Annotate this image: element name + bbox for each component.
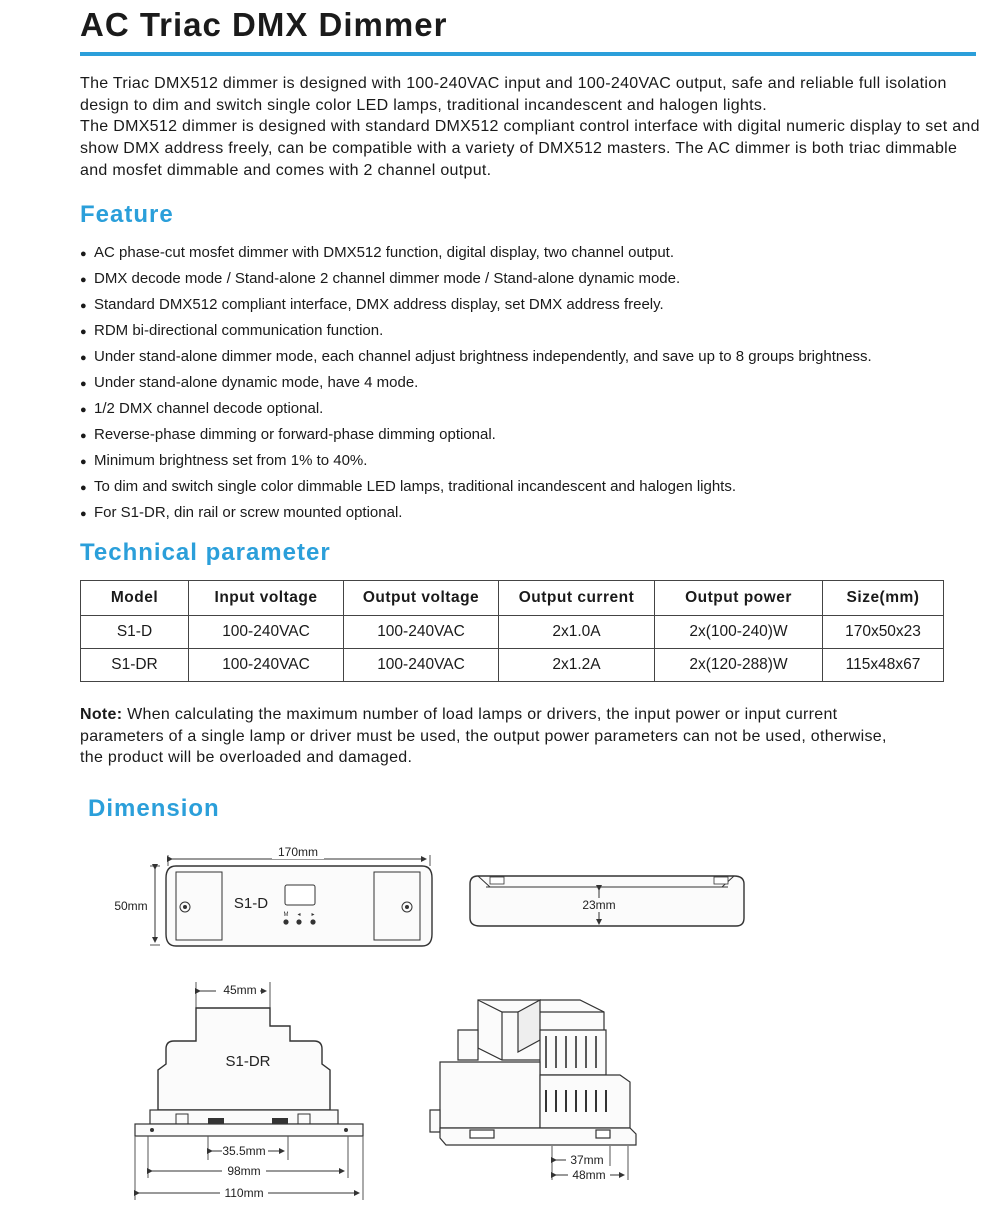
cell-input-voltage: 100-240VAC bbox=[189, 649, 344, 682]
header-input-voltage: Input voltage bbox=[189, 581, 344, 616]
up-button-icon bbox=[310, 919, 315, 924]
cell-output-current: 2x1.2A bbox=[499, 649, 655, 682]
bullet-icon: ● bbox=[80, 456, 87, 468]
bullet-icon: ● bbox=[80, 326, 87, 338]
s1dr-front-view bbox=[135, 982, 363, 1200]
note-paragraph bbox=[80, 704, 900, 769]
s1dr-model-label: S1-DR bbox=[225, 1053, 271, 1070]
intro-paragraph-2: The DMX512 dimmer is designed with standard DMX512 compliant control interface with digital numeric display to set and show DMX address freely, can be compatible with a variety of DMX512 masters. The AC dimmer is both triac dimmable and mosfet dimmable and comes with 2 channel output. bbox=[80, 118, 980, 179]
cell-output-voltage: 100-240VAC bbox=[344, 649, 499, 682]
feature-item: ● For S1-DR, din rail or screw mounted optional. bbox=[80, 502, 872, 528]
feature-item: ● To dim and switch single color dimmable LED lamps, traditional incandescent and halogen lights. bbox=[80, 476, 872, 502]
s1d-height-label: 23mm bbox=[582, 898, 616, 912]
spec-table bbox=[80, 580, 944, 682]
dimension-drawings bbox=[0, 830, 1000, 1229]
bullet-icon: ● bbox=[80, 378, 87, 390]
feature-heading: Feature bbox=[80, 201, 174, 228]
header-size: Size(mm) bbox=[823, 581, 944, 616]
title-underline bbox=[80, 52, 976, 56]
cell-output-voltage: 100-240VAC bbox=[344, 616, 499, 649]
header-output-voltage: Output voltage bbox=[344, 581, 499, 616]
feature-item: ● 1/2 DMX channel decode optional. bbox=[80, 398, 872, 424]
note-label: Note: bbox=[80, 706, 123, 723]
cell-input-voltage: 100-240VAC bbox=[189, 616, 344, 649]
digital-display bbox=[285, 885, 315, 905]
header-output-power: Output power bbox=[655, 581, 823, 616]
s1dr-side-b-label: 48mm bbox=[572, 1168, 606, 1182]
s1d-top-view bbox=[110, 845, 432, 946]
feature-list bbox=[80, 242, 872, 528]
s1dr-overall-label: 110mm bbox=[224, 1186, 264, 1200]
cell-output-current: 2x1.0A bbox=[499, 616, 655, 649]
feature-item: ● Minimum brightness set from 1% to 40%. bbox=[80, 450, 872, 476]
bullet-icon: ● bbox=[80, 404, 87, 416]
feature-item: ● RDM bi-directional communication function. bbox=[80, 320, 872, 346]
bullet-icon: ● bbox=[80, 508, 87, 520]
intro-text bbox=[80, 73, 980, 182]
bullet-icon: ● bbox=[80, 482, 87, 494]
svg-text:◂: ◂ bbox=[297, 912, 301, 918]
feature-item: ● Under stand-alone dynamic mode, have 4 mode. bbox=[80, 372, 872, 398]
down-button-icon bbox=[296, 919, 301, 924]
header-model: Model bbox=[81, 581, 189, 616]
dimension-heading: Dimension bbox=[88, 795, 220, 822]
cell-size: 115x48x67 bbox=[823, 649, 944, 682]
s1dr-base-label: 98mm bbox=[227, 1164, 261, 1178]
s1dr-side-a-label: 37mm bbox=[570, 1153, 604, 1167]
feature-item: ● DMX decode mode / Stand-alone 2 channel dimmer mode / Stand-alone dynamic mode. bbox=[80, 268, 872, 294]
s1dr-side-dimensions bbox=[552, 1146, 628, 1182]
cell-model: S1-D bbox=[81, 616, 189, 649]
svg-text:▸: ▸ bbox=[311, 912, 315, 918]
s1d-length-label: 170mm bbox=[277, 845, 319, 859]
bullet-icon: ● bbox=[80, 248, 87, 260]
feature-item: ● Under stand-alone dimmer mode, each channel adjust brightness independently, and save up to 8 groups brightness. bbox=[80, 346, 872, 372]
svg-text:M: M bbox=[283, 912, 289, 918]
cell-output-power: 2x(100-240)W bbox=[655, 616, 823, 649]
s1d-side-view bbox=[470, 876, 744, 926]
cell-output-power: 2x(120-288)W bbox=[655, 649, 823, 682]
header-output-current: Output current bbox=[499, 581, 655, 616]
intro-paragraph-1: The Triac DMX512 dimmer is designed with 100-240VAC input and 100-240VAC output, safe and reliable full isolation design to dim and switch single color LED lamps, traditional incandescent and halogen lights. bbox=[80, 75, 947, 114]
bullet-icon: ● bbox=[80, 300, 87, 312]
cell-size: 170x50x23 bbox=[823, 616, 944, 649]
s1d-model-label: S1-D bbox=[233, 895, 269, 912]
s1dr-rail-label: 35.5mm bbox=[222, 1144, 266, 1158]
s1dr-isometric-view bbox=[430, 1000, 636, 1145]
cell-model: S1-DR bbox=[81, 649, 189, 682]
table-header-row bbox=[81, 581, 944, 616]
feature-item: ● AC phase-cut mosfet dimmer with DMX512 function, digital display, two channel output. bbox=[80, 242, 872, 268]
mode-button-icon bbox=[283, 919, 288, 924]
feature-item: ● Reverse-phase dimming or forward-phase dimming optional. bbox=[80, 424, 872, 450]
table-row bbox=[81, 616, 944, 649]
s1dr-top-width-label: 45mm bbox=[223, 983, 257, 997]
bullet-icon: ● bbox=[80, 352, 87, 364]
note-text: When calculating the maximum number of load lamps or drivers, the input power or input current parameters of a single lamp or driver must be used, the output power parameters can not be used, otherwise, the product will be overloaded and damaged. bbox=[80, 706, 887, 767]
bullet-icon: ● bbox=[80, 274, 87, 286]
s1d-width-label: 50mm bbox=[114, 899, 148, 913]
bullet-icon: ● bbox=[80, 430, 87, 442]
table-row bbox=[81, 649, 944, 682]
page-title: AC Triac DMX Dimmer bbox=[80, 6, 448, 43]
technical-heading: Technical parameter bbox=[80, 539, 331, 566]
feature-item: ● Standard DMX512 compliant interface, DMX address display, set DMX address freely. bbox=[80, 294, 872, 320]
